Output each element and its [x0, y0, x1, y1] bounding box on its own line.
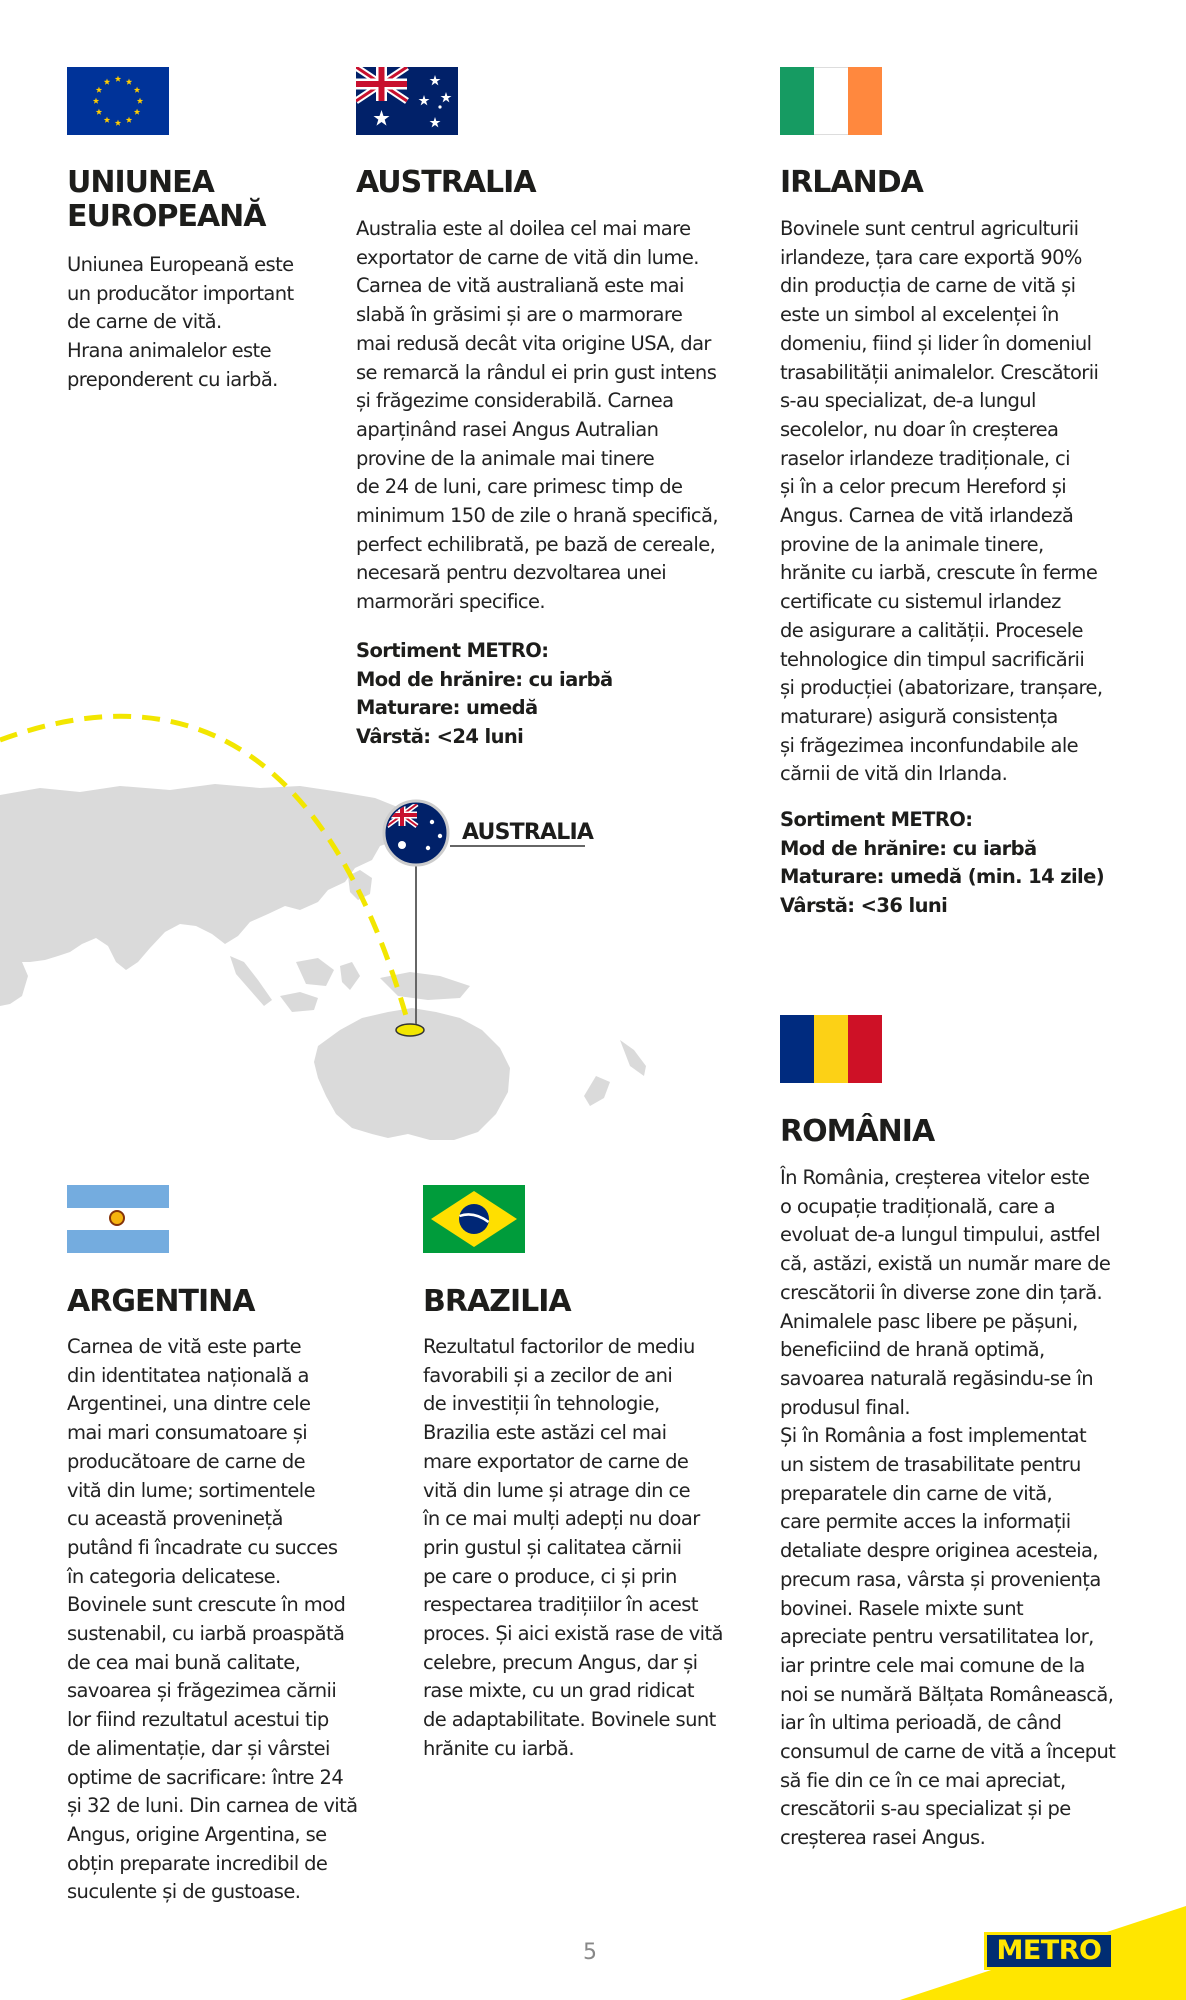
romania-flag-icon	[780, 1015, 882, 1083]
eu-star-icon	[96, 87, 102, 93]
ireland-assortment-line: Mod de hrănire: cu iarbă	[780, 836, 1037, 860]
brazil-flag-icon	[423, 1185, 525, 1253]
argentina-body: Carnea de vită este parte din identitatea națională a Argentinei, una dintre cele mai mari consumatoare și producătoare de carne de vită din lume; sortimentele cu această proveninețǎ putând fi încadrate cu succes în categoria delicatese. Bovinele sunt crescute în mod sustenabil, cu iarbă proaspătă de cea mai bună calitate, savoarea și frăgezimea cărnii lor fiind rezultatul acestui tip de alimentație, dar și vârstei optime de sacrificare: între 24 și 32 de luni. Din carnea de vită Angus, origine Argentina, se obțin preparate incredibil de suculente și de gustoase.	[67, 1335, 358, 1904]
ireland-assortment-line: Sortiment METRO:	[780, 808, 973, 831]
eu-star-icon	[115, 120, 121, 126]
australia-assortment-line: Vârstă: <24 luni	[356, 725, 524, 749]
eu-star-icon	[134, 109, 140, 115]
australia-flag-icon	[356, 67, 458, 135]
eu-star-icon	[137, 98, 143, 104]
ireland-assortment-line: Vârstă: <36 luni	[780, 894, 948, 918]
ireland-flag-icon	[780, 67, 882, 135]
romania-title: ROMÂNIA	[780, 1114, 935, 1149]
eu-title: UNIUNEA EUROPEANĂ	[67, 165, 266, 234]
australia-title: AUSTRALIA	[356, 165, 536, 200]
eu-star-icon	[104, 79, 110, 85]
eu-body: Uniunea Europeană este un producător important de carne de vită. Hrana animalelor este preponderent cu iarbă.	[67, 253, 294, 391]
eu-star-icon	[96, 109, 102, 115]
route-endpoint	[396, 1024, 424, 1036]
australia-assortment-line: Maturare: umedă	[356, 696, 538, 720]
page-number: 5	[583, 1940, 597, 1965]
argentina-title: ARGENTINA	[67, 1284, 255, 1319]
ireland-body: Bovinele sunt centrul agriculturii irlandeze, țara care exportă 90% din producția de carne de vită și este un simbol al excelenței în domeniu, fiind și lider în domeniul trasabilității animalelor. Crescătorii s-au specializat, de-a lungul secolelor, nu doar în creșterea raselor irlandeze tradiționale, ci și în a celor precum Hereford și Angus. Carnea de vită irlandeză provine de la animale tinere, hrănite cu iarbă, crescute în ferme certificate cu sistemul irlandez de asigurare a calității. Procesele tehnologice din timpul sacrificării și producției (abatorizare, tranșare, maturare) asigură consistența și frăgezimea inconfundabile ale cărnii de vită din Irlanda.	[780, 217, 1103, 786]
australia-assortment-line: Mod de hrănire: cu iarbă	[356, 667, 613, 691]
eu-star-icon	[104, 117, 110, 123]
eu-stars-icon	[67, 67, 169, 135]
brazil-flag-graphic	[423, 1185, 525, 1253]
eu-flag-icon	[67, 67, 169, 135]
romania-body: În România, creșterea vitelor este o ocupație tradițională, care a evoluat de-a lungul timpului, astfel că, astăzi, există un număr mare de crescătorii în diverse zone din țară. Animalele pasc libere pe pășuni, beneficiind de hrană optimă, savoarea naturală regăsindu-se în produsul final. Și în România a fost implementat un sistem de trasabilitate pentru preparatele din carne de vită, care permite acces la informații detaliate despre originea acesteia, precum rasa, vârsta și proveniența bovinei. Rasele mixte sunt apreciate pentru versatilitatea lor, iar printre cele mai comune de la noi se numără Bălțata Românească, iar în ultima perioadă, de când consumul de carne de vită a început să fie din ce în ce mai apreciat, crescătorii s-au specializat și pe creșterea rasei Angus.	[780, 1166, 1116, 1850]
map-pin	[384, 801, 448, 865]
metro-logo: METRO	[984, 1932, 1114, 1970]
eu-star-icon	[126, 79, 132, 85]
australia-assortment-line: Sortiment METRO:	[356, 639, 549, 662]
australia-flag-graphic	[356, 67, 458, 135]
world-map	[0, 700, 680, 1140]
ireland-assortment-line: Maturare: umedă (min. 14 zile)	[780, 865, 1105, 889]
eu-star-icon	[115, 76, 121, 82]
eu-star-icon	[134, 87, 140, 93]
eu-star-icon	[93, 98, 99, 104]
brazil-body: Rezultatul factorilor de mediu favorabili și a zecilor de ani de investiții în tehnologie, Brazilia este astăzi cel mai mare exportator de carne de vită din lume și atrage din ce în ce mai mulți adepți nu doar prin gustul și calitatea cărnii pe care o produce, ci și prin respectarea tradițiilor în acest proces. Și aici există rase de vită celebre, precum Angus, dar și rase mixte, cu un grad ridicat de adaptabilitate. Bovinele sunt hrănite cu iarbă.	[423, 1335, 723, 1760]
australia-body: Australia este al doilea cel mai mare exportator de carne de vită din lume. Carnea de vită australiană este mai slabă în grăsimi și are o marmorare mai redusă decât vita origine USA, dar se remarcă la rândul ei prin gust intens și frăgezime considerabilă. Carnea aparținând rasei Angus Autralian provine de la animale mai tinere de 24 de luni, care primesc timp de minimum 150 de zile o hrană specifică, perfect echilibrată, pe bază de cereale, necesară pentru dezvoltarea unei marmorări specifice.	[356, 217, 718, 614]
brazil-title: BRAZILIA	[423, 1284, 571, 1319]
sun-icon	[109, 1210, 125, 1226]
ireland-assortment	[780, 806, 1104, 921]
map-label-australia: AUSTRALIA	[462, 820, 594, 845]
argentina-flag-icon	[67, 1185, 169, 1253]
eu-star-icon	[126, 117, 132, 123]
ireland-title: IRLANDA	[780, 165, 923, 200]
